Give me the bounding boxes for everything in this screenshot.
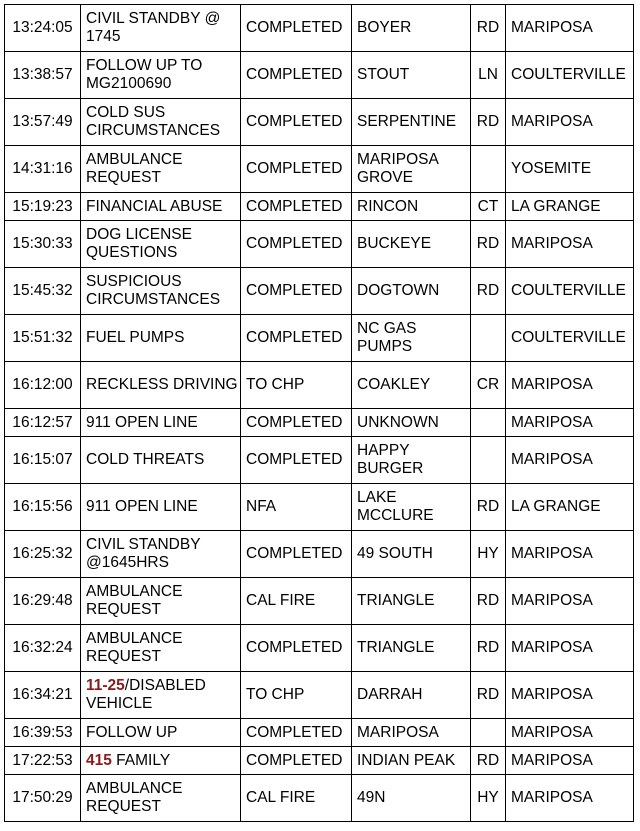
call-type-cell: FINANCIAL ABUSE (81, 193, 241, 221)
table-row (5, 484, 634, 531)
call-type-cell (81, 672, 241, 719)
table-row (5, 437, 634, 484)
street-suffix-cell: RD (471, 578, 506, 625)
street-suffix-cell: CT (471, 193, 506, 221)
call-time-cell: 16:15:07 (5, 437, 81, 484)
street-cell: LAKE MCCLURE (352, 484, 471, 531)
call-time-cell: 13:38:57 (5, 52, 81, 99)
street-suffix-cell (471, 409, 506, 437)
disposition-cell: NFA (241, 484, 352, 531)
street-suffix-cell: RD (471, 672, 506, 719)
city-cell: MARIPOSA (506, 625, 634, 672)
street-suffix-cell: RD (471, 5, 506, 52)
call-type-cell: COLD SUS CIRCUMSTANCES (81, 99, 241, 146)
table-row (5, 625, 634, 672)
city-cell: MARIPOSA (506, 362, 634, 409)
city-cell: MARIPOSA (506, 531, 634, 578)
street-cell: INDIAN PEAK (352, 747, 471, 775)
street-cell: RINCON (352, 193, 471, 221)
disposition-cell: COMPLETED (241, 747, 352, 775)
disposition-cell: COMPLETED (241, 315, 352, 362)
street-cell: DOGTOWN (352, 268, 471, 315)
call-code-highlight: 11-25 (86, 677, 125, 694)
disposition-cell: CAL FIRE (241, 578, 352, 625)
call-time-cell: 16:39:53 (5, 719, 81, 747)
table-row (5, 268, 634, 315)
street-suffix-cell: RD (471, 221, 506, 268)
call-time-cell: 14:31:16 (5, 146, 81, 193)
disposition-cell: TO CHP (241, 672, 352, 719)
call-time-cell: 16:15:56 (5, 484, 81, 531)
call-type-cell: FUEL PUMPS (81, 315, 241, 362)
table-row (5, 5, 634, 52)
street-suffix-cell: HY (471, 531, 506, 578)
call-type-cell (81, 747, 241, 775)
street-cell: NC GAS PUMPS (352, 315, 471, 362)
street-suffix-cell (471, 719, 506, 747)
table-row (5, 315, 634, 362)
street-suffix-cell: LN (471, 52, 506, 99)
street-suffix-cell: CR (471, 362, 506, 409)
street-suffix-cell (471, 315, 506, 362)
disposition-cell: COMPLETED (241, 625, 352, 672)
call-type-cell: DOG LICENSE QUESTIONS (81, 221, 241, 268)
city-cell: COULTERVILLE (506, 315, 634, 362)
street-cell: COAKLEY (352, 362, 471, 409)
table-row (5, 193, 634, 221)
table-row (5, 719, 634, 747)
disposition-cell: COMPLETED (241, 531, 352, 578)
disposition-cell: TO CHP (241, 362, 352, 409)
dispatch-log-table (4, 4, 634, 822)
table-row (5, 52, 634, 99)
call-time-cell: 15:30:33 (5, 221, 81, 268)
call-type-cell: AMBULANCE REQUEST (81, 625, 241, 672)
city-cell: MARIPOSA (506, 99, 634, 146)
call-time-cell: 16:12:00 (5, 362, 81, 409)
street-suffix-cell (471, 437, 506, 484)
city-cell: MARIPOSA (506, 775, 634, 822)
street-suffix-cell: RD (471, 99, 506, 146)
street-cell: 49 SOUTH (352, 531, 471, 578)
city-cell: MARIPOSA (506, 5, 634, 52)
call-type-text: FAMILY (111, 751, 171, 769)
disposition-cell: COMPLETED (241, 437, 352, 484)
table-row (5, 775, 634, 822)
call-type-cell: FOLLOW UP (81, 719, 241, 747)
table-row (5, 672, 634, 719)
street-suffix-cell: HY (471, 775, 506, 822)
city-cell: LA GRANGE (506, 484, 634, 531)
street-suffix-cell: RD (471, 268, 506, 315)
call-time-cell: 15:51:32 (5, 315, 81, 362)
disposition-cell: COMPLETED (241, 719, 352, 747)
call-type-cell: SUSPICIOUS CIRCUMSTANCES (81, 268, 241, 315)
street-cell: UNKNOWN (352, 409, 471, 437)
disposition-cell: COMPLETED (241, 409, 352, 437)
city-cell: MARIPOSA (506, 221, 634, 268)
table-row (5, 409, 634, 437)
disposition-cell: CAL FIRE (241, 775, 352, 822)
city-cell: MARIPOSA (506, 578, 634, 625)
table-row (5, 146, 634, 193)
city-cell: COULTERVILLE (506, 52, 634, 99)
street-cell: BOYER (352, 5, 471, 52)
city-cell: MARIPOSA (506, 672, 634, 719)
call-type-text: /DISABLED VEHICLE (86, 677, 211, 712)
disposition-cell: COMPLETED (241, 52, 352, 99)
street-cell: SERPENTINE (352, 99, 471, 146)
street-cell: DARRAH (352, 672, 471, 719)
street-suffix-cell: RD (471, 747, 506, 775)
call-type-cell: AMBULANCE REQUEST (81, 578, 241, 625)
street-cell: STOUT (352, 52, 471, 99)
table-row (5, 99, 634, 146)
table-row (5, 221, 634, 268)
table-row (5, 362, 634, 409)
city-cell: LA GRANGE (506, 193, 634, 221)
disposition-cell: COMPLETED (241, 146, 352, 193)
dispatch-log-body (5, 5, 634, 822)
city-cell: MARIPOSA (506, 409, 634, 437)
call-type-cell: 911 OPEN LINE (81, 484, 241, 531)
city-cell: YOSEMITE (506, 146, 634, 193)
table-row (5, 531, 634, 578)
call-time-cell: 16:32:24 (5, 625, 81, 672)
call-type-cell: CIVIL STANDBY @ 1745 (81, 5, 241, 52)
call-type-cell: AMBULANCE REQUEST (81, 146, 241, 193)
table-row (5, 747, 634, 775)
table-row (5, 578, 634, 625)
disposition-cell: COMPLETED (241, 5, 352, 52)
call-code-highlight: 415 (86, 751, 112, 769)
street-suffix-cell (471, 146, 506, 193)
street-cell: 49N (352, 775, 471, 822)
call-time-cell: 16:29:48 (5, 578, 81, 625)
call-time-cell: 15:45:32 (5, 268, 81, 315)
street-cell: HAPPY BURGER (352, 437, 471, 484)
street-cell: MARIPOSA GROVE (352, 146, 471, 193)
call-type-cell: FOLLOW UP TO MG2100690 (81, 52, 241, 99)
disposition-cell: COMPLETED (241, 221, 352, 268)
call-type-cell: CIVIL STANDBY @1645HRS (81, 531, 241, 578)
call-time-cell: 13:57:49 (5, 99, 81, 146)
city-cell: MARIPOSA (506, 437, 634, 484)
disposition-cell: COMPLETED (241, 99, 352, 146)
disposition-cell: COMPLETED (241, 268, 352, 315)
call-time-cell: 15:19:23 (5, 193, 81, 221)
street-cell: BUCKEYE (352, 221, 471, 268)
call-type-cell: AMBULANCE REQUEST (81, 775, 241, 822)
call-time-cell: 16:34:21 (5, 672, 81, 719)
call-time-cell: 16:12:57 (5, 409, 81, 437)
call-type-cell: RECKLESS DRIVING (81, 362, 241, 409)
call-time-cell: 16:25:32 (5, 531, 81, 578)
call-type-cell: COLD THREATS (81, 437, 241, 484)
city-cell: MARIPOSA (506, 719, 634, 747)
call-time-cell: 17:50:29 (5, 775, 81, 822)
street-suffix-cell: RD (471, 484, 506, 531)
city-cell: COULTERVILLE (506, 268, 634, 315)
call-time-cell: 13:24:05 (5, 5, 81, 52)
street-suffix-cell: RD (471, 625, 506, 672)
call-time-cell: 17:22:53 (5, 747, 81, 775)
street-cell: TRIANGLE (352, 625, 471, 672)
call-type-cell: 911 OPEN LINE (81, 409, 241, 437)
street-cell: MARIPOSA (352, 719, 471, 747)
street-cell: TRIANGLE (352, 578, 471, 625)
city-cell: MARIPOSA (506, 747, 634, 775)
disposition-cell: COMPLETED (241, 193, 352, 221)
